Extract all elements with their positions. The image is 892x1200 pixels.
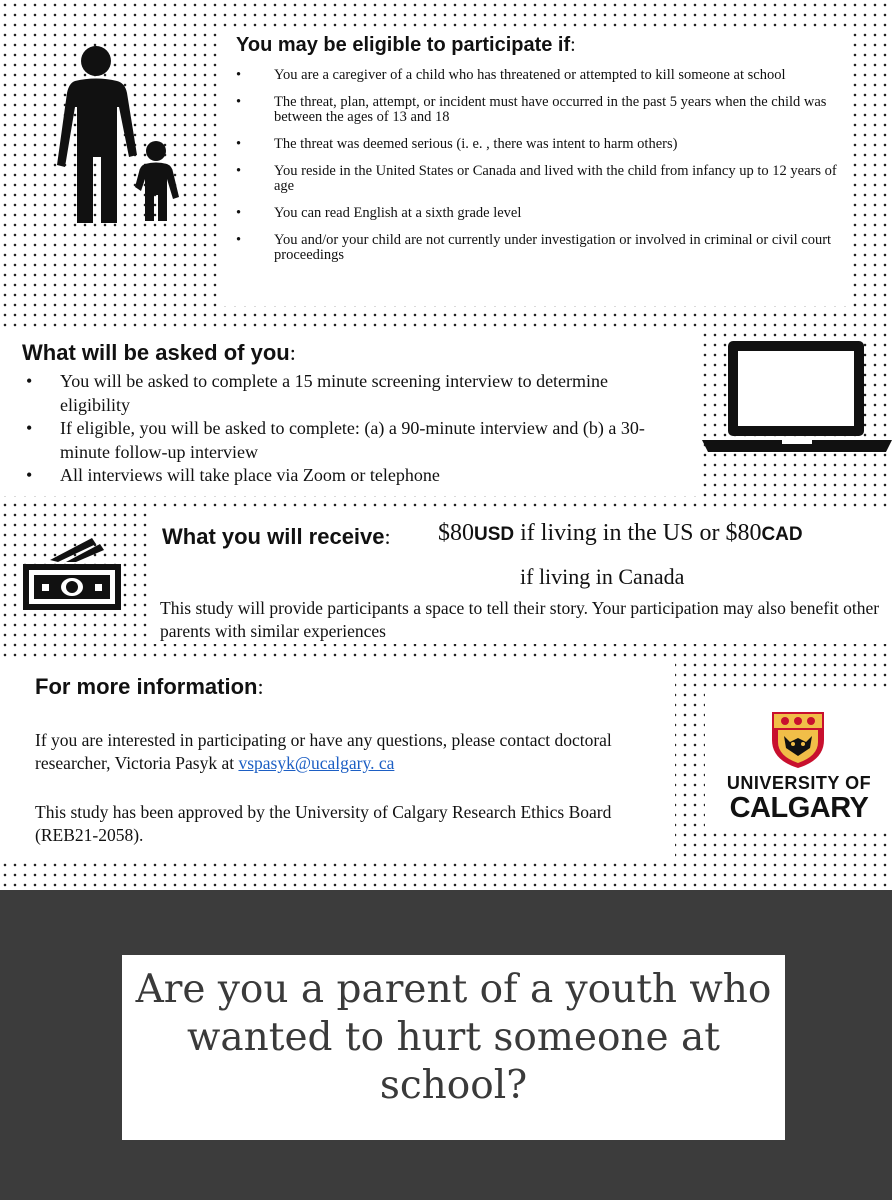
benefit-description: This study will provide participants a space to tell their story. Your participation may also benefit other parents with similar experiences — [160, 598, 880, 641]
payment-line: $80USD if living in the US or $80CAD — [438, 520, 803, 546]
unit-ca: CAD — [761, 524, 803, 545]
email-link[interactable]: vspasyk@ucalgary. ca — [238, 753, 395, 773]
parent-child-icon — [55, 45, 185, 225]
university-crest-icon — [770, 710, 826, 770]
list-item: • You reside in the United States or Canada and lived with the child from infancy up to 12 years of age — [274, 164, 844, 194]
list-item: • You can read English at a sixth grade level — [274, 206, 844, 221]
list-item: • The threat was deemed serious (i. e. , there was intent to harm others) — [274, 137, 844, 152]
list-item: • The threat, plan, attempt, or incident must have occurred in the past 5 years when the child was between the ages of 13 and 18 — [274, 95, 844, 125]
eligibility-list — [274, 68, 844, 275]
list-item: • You will be asked to complete a 15 minute screening interview to determine eligibility — [60, 370, 680, 417]
amount-us: $80 — [438, 520, 474, 546]
list-item: • If eligible, you will be asked to complete: (a) a 90-minute interview and (b) a 30-minute follow-up interview — [60, 417, 680, 464]
list-item: • You and/or your child are not currently under investigation or involved in criminal or civil court proceedings — [274, 233, 844, 263]
receive-heading: What you will receive: — [162, 524, 391, 549]
contact-text: If you are interested in participating or have any questions, please contact doctoral researcher, Victoria Pasyk at vspasyk@ucalgary. ca — [35, 730, 612, 773]
unit-us: USD — [474, 524, 515, 545]
asked-heading: What will be asked of you: — [22, 340, 296, 365]
money-icon — [20, 534, 124, 614]
list-item: • All interviews will take place via Zoom or telephone — [60, 464, 680, 488]
list-item: • You are a caregiver of a child who has threatened or attempted to kill someone at school — [274, 68, 844, 83]
university-logo: UNIVERSITY OF CALGARY — [726, 773, 872, 824]
eligibility-heading: You may be eligible to participate if: — [236, 34, 576, 56]
laptop-icon — [702, 338, 892, 454]
payment-canada-text: if living in Canada — [520, 564, 685, 589]
headline-question: Are you a parent of a youth who wanted to hurt someone at school? — [135, 967, 772, 1108]
info-heading: For more information: — [35, 674, 264, 699]
asked-list — [60, 370, 680, 488]
amount-ca: $80 — [725, 520, 762, 546]
approval-text: This study has been approved by the University of Calgary Research Ethics Board (REB21-2058). — [35, 802, 612, 845]
